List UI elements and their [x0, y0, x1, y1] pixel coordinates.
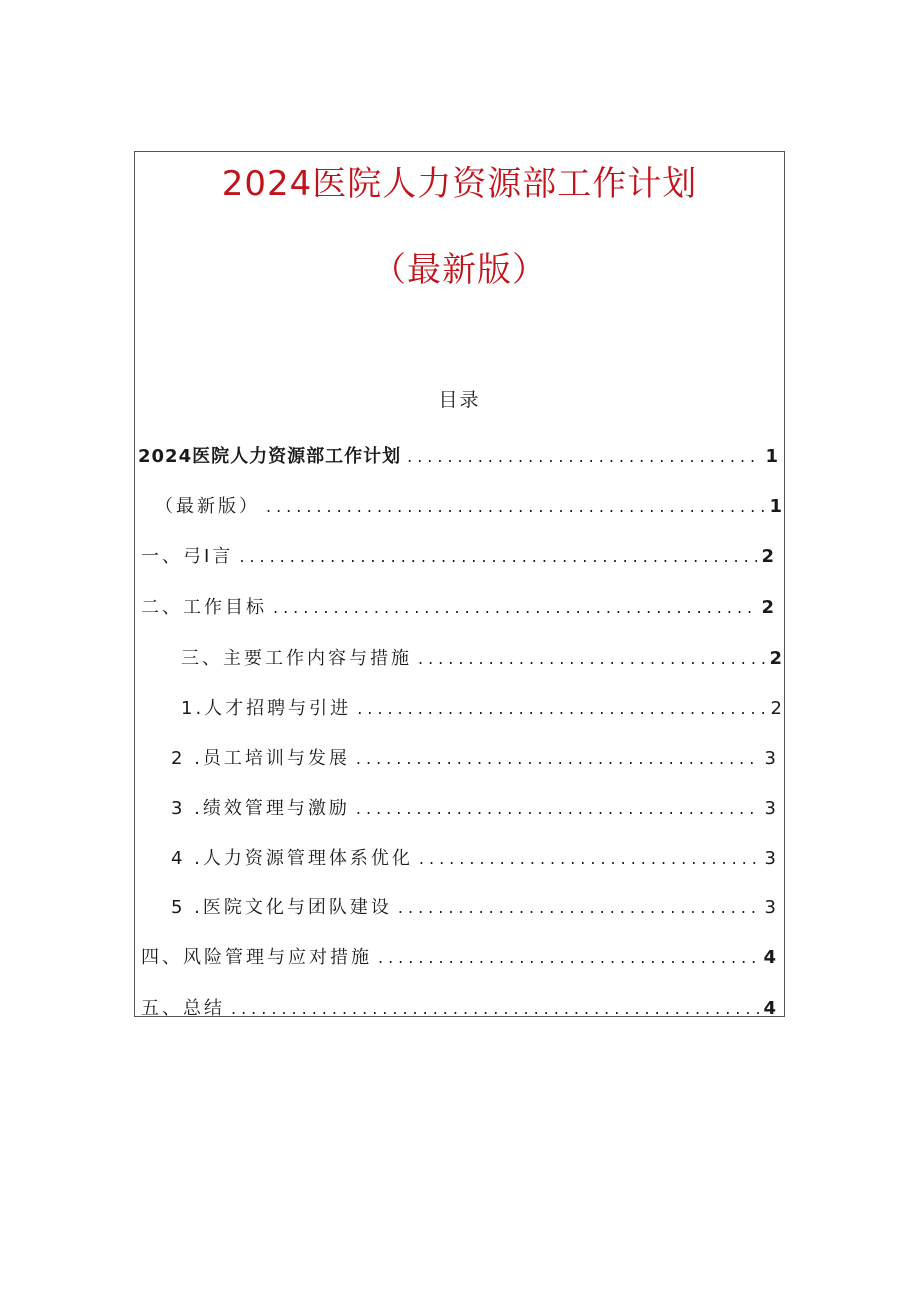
toc-dot-leader	[418, 649, 765, 668]
toc-entry-label: 一、弓I言	[141, 546, 234, 567]
toc-entry-page: 3	[764, 848, 776, 869]
toc-dot-leader	[398, 898, 761, 917]
toc-entry-3-4[interactable]	[171, 844, 776, 870]
toc-entry-label: 5 .医院文化与团队建设	[171, 897, 392, 918]
toc-entry-label: 4 .人力资源管理体系优化	[171, 848, 413, 869]
toc-dot-leader	[419, 849, 761, 868]
toc-entry-section-1[interactable]	[141, 542, 774, 568]
toc-entry-page: 4	[763, 947, 776, 968]
toc-dot-leader	[378, 948, 759, 967]
toc-entry-section-4[interactable]	[141, 943, 776, 969]
toc-entry-label: 2024医院人力资源部工作计划	[138, 446, 402, 467]
toc-entry-page: 2	[770, 698, 782, 719]
toc-entry-page: 1	[765, 446, 778, 467]
toc-entry-section-5[interactable]	[141, 994, 776, 1020]
toc-entry-page: 2	[761, 546, 774, 567]
document-frame	[134, 151, 785, 1017]
toc-entry-label: 二、工作目标	[141, 597, 267, 618]
toc-entry-title[interactable]	[138, 442, 778, 468]
toc-entry-label: 3 .绩效管理与激励	[171, 798, 350, 819]
toc-entry-label: 五、总结	[141, 998, 225, 1019]
toc-dot-leader	[273, 598, 757, 617]
toc-entry-label: （最新版）	[155, 496, 260, 517]
toc-dot-leader	[239, 547, 757, 566]
toc-entry-page: 1	[769, 496, 782, 517]
toc-dot-leader	[356, 749, 761, 768]
toc-entry-label: 2 .员工培训与发展	[171, 748, 350, 769]
toc-dot-leader	[231, 999, 759, 1018]
toc-entry-3-5[interactable]	[171, 893, 776, 919]
toc-entry-3-3[interactable]	[171, 794, 776, 820]
toc-entry-page: 4	[763, 998, 776, 1019]
toc-entry-page: 3	[764, 748, 776, 769]
toc-entry-page: 2	[769, 648, 782, 669]
toc-entry-3-2[interactable]	[171, 744, 776, 770]
toc-entry-page: 3	[764, 798, 776, 819]
toc-entry-label: 1.人才招聘与引进	[181, 698, 352, 719]
toc-dot-leader	[407, 447, 761, 466]
toc-heading: 目录	[438, 389, 481, 411]
document-subtitle: （最新版）	[372, 250, 547, 290]
toc-dot-leader	[356, 799, 761, 818]
toc-dot-leader	[266, 497, 765, 516]
toc-entry-page: 3	[764, 897, 776, 918]
toc-dot-leader	[357, 699, 766, 718]
toc-entry-subtitle[interactable]	[155, 492, 782, 518]
toc-entry-label: 三、主要工作内容与措施	[181, 648, 412, 669]
toc-entry-3-1[interactable]	[181, 694, 782, 720]
toc-entry-section-3[interactable]	[181, 644, 782, 670]
document-title: 2024医院人力资源部工作计划	[221, 164, 698, 204]
toc-entry-page: 2	[761, 597, 774, 618]
toc-entry-label: 四、风险管理与应对措施	[141, 947, 372, 968]
toc-entry-section-2[interactable]	[141, 593, 774, 619]
